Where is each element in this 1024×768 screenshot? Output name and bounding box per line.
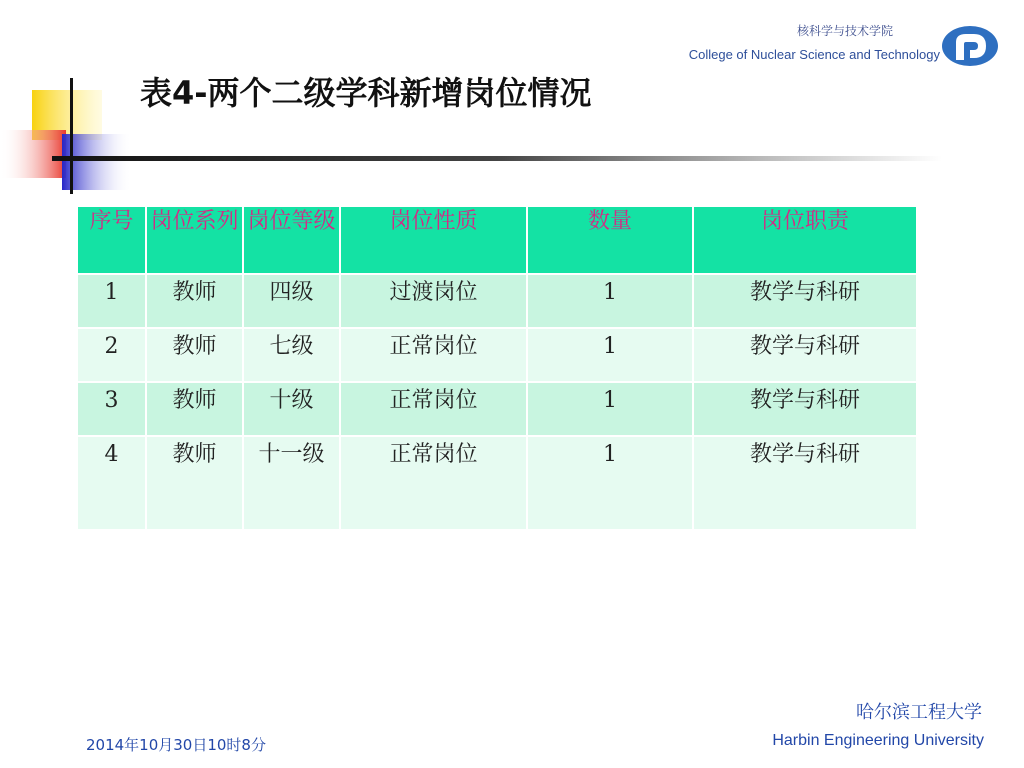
cell-nature: 正常岗位 xyxy=(340,382,527,436)
cell-duty: 教学与科研 xyxy=(693,382,917,436)
table-row xyxy=(77,436,917,530)
cell-grade: 四级 xyxy=(243,274,340,328)
table-row xyxy=(77,382,917,436)
cell-nature: 过渡岗位 xyxy=(340,274,527,328)
cell-count: 1 xyxy=(527,274,693,328)
cell-grade: 十级 xyxy=(243,382,340,436)
slide-date: 2014年10月30日10时8分 xyxy=(86,736,266,754)
cell-duty: 教学与科研 xyxy=(693,328,917,382)
title-divider xyxy=(52,156,942,161)
cell-series: 教师 xyxy=(146,382,243,436)
cell-nature: 正常岗位 xyxy=(340,328,527,382)
cell-grade: 七级 xyxy=(243,328,340,382)
page-title: 表4-两个二级学科新增岗位情况 xyxy=(140,74,592,112)
decorative-squares-icon xyxy=(0,70,140,200)
cell-index: 1 xyxy=(77,274,146,328)
cell-count: 1 xyxy=(527,328,693,382)
cell-series: 教师 xyxy=(146,436,243,530)
cell-duty: 教学与科研 xyxy=(693,436,917,530)
school-name-cn: 核科学与技术学院 xyxy=(796,24,893,38)
header-nature: 岗位性质 xyxy=(340,206,527,274)
cell-index: 4 xyxy=(77,436,146,530)
header-count: 数量 xyxy=(527,206,693,274)
university-logo-icon xyxy=(940,24,1000,68)
cell-index: 2 xyxy=(77,328,146,382)
header-series: 岗位系列 xyxy=(146,206,243,274)
table-row xyxy=(77,274,917,328)
cell-series: 教师 xyxy=(146,274,243,328)
cell-count: 1 xyxy=(527,382,693,436)
header-grade: 岗位等级 xyxy=(243,206,340,274)
header-index: 序号 xyxy=(77,206,146,274)
school-name-en: College of Nuclear Science and Technology xyxy=(688,47,940,62)
table-row xyxy=(77,328,917,382)
table-header-row xyxy=(77,206,917,274)
university-name-cn: 哈尔滨工程大学 xyxy=(856,702,982,723)
cell-index: 3 xyxy=(77,382,146,436)
cell-nature: 正常岗位 xyxy=(340,436,527,530)
cell-duty: 教学与科研 xyxy=(693,274,917,328)
cell-series: 教师 xyxy=(146,328,243,382)
cell-grade: 十一级 xyxy=(243,436,340,530)
university-name-en: Harbin Engineering University xyxy=(772,732,984,749)
header-duty: 岗位职责 xyxy=(693,206,917,274)
cell-count: 1 xyxy=(527,436,693,530)
positions-table xyxy=(76,205,916,531)
